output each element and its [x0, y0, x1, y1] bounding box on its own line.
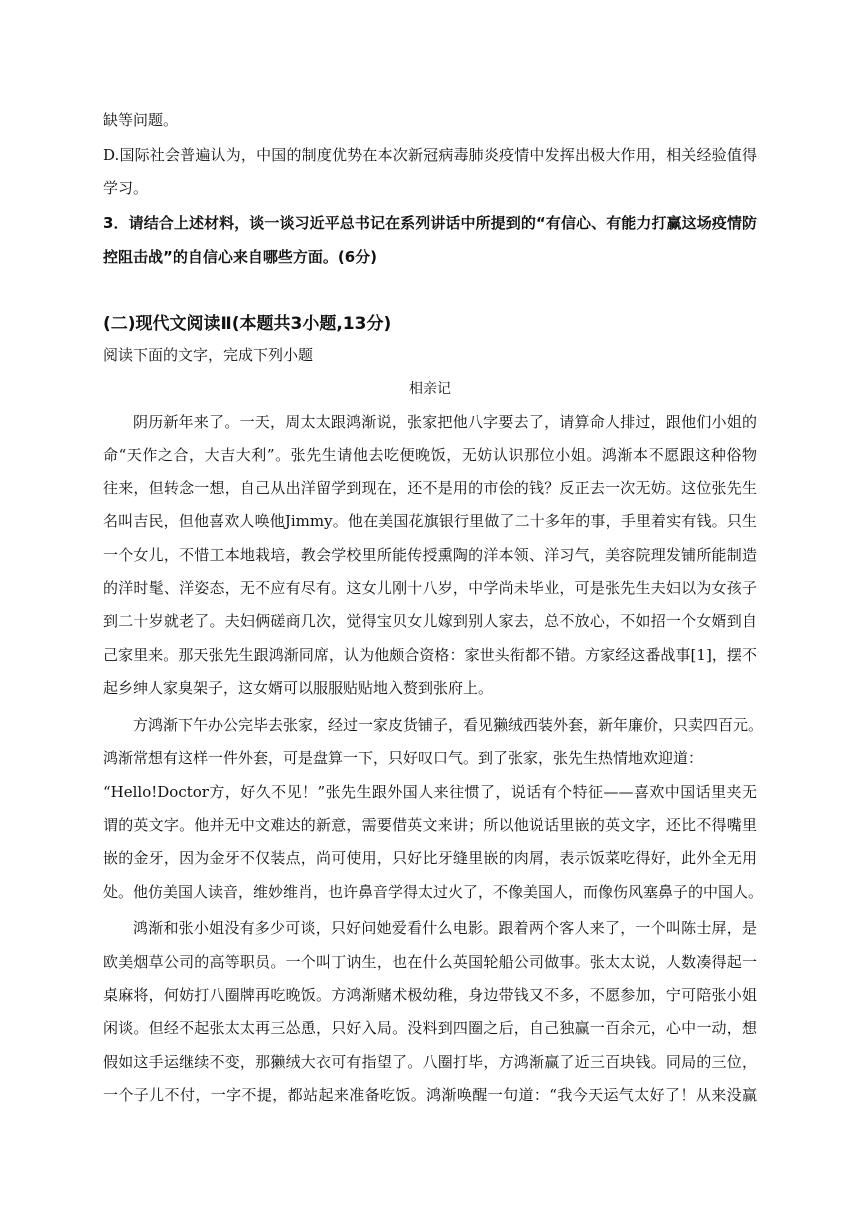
question-3-text: 3．请结合上述材料，谈一谈习近平总书记在系列讲话中所提到的“有信心、有能力打赢这场疫情防 — [103, 214, 757, 232]
option-d-text: D.国际社会普遍认为，中国的制度优势在本次新冠病毒肺炎疫情中发挥出极大作用，相关经验值得 — [103, 146, 757, 164]
article-line: 一个女儿，不惜工本地栽培，教会学校里所能传授熏陶的洋本领、洋习气，美容院理发铺所能制造 — [103, 546, 757, 564]
article-line: 的洋时髦、洋姿态，无不应有尽有。这女儿刚十八岁，中学尚未毕业，可是张先生夫妇以为女孩子 — [103, 579, 757, 597]
article-line: 假如这手运继续不变，那獭绒大衣可有指望了。八圈打毕，方鸿渐赢了近三百块钱。同局的三位， — [103, 1053, 757, 1071]
article-line: 己家里来。那天张先生跟鸿渐同席，认为他颇合资格：家世头衔都不错。方家经这番战事[1]，摆不 — [103, 646, 757, 664]
article-line: 鸿渐常想有这样一件外套，可是盘算一下，只好叹口气。到了张家，张先生热情地欢迎道： — [103, 749, 704, 767]
article-line: “Hello!Doctor方，好久不见！”张先生跟外国人来往惯了，说话有个特征——喜欢中国话里夹无 — [103, 783, 757, 801]
section-heading: (二)现代文阅读Ⅱ(本题共3小题,13分) — [103, 314, 392, 334]
article-line: 阴历新年来了。一天，周太太跟鸿渐说，张家把他八字要去了，请算命人排过，跟他们小姐的 — [133, 413, 757, 431]
article-line: 鸿渐和张小姐没有多少可谈，只好问她爱看什么电影。跟着两个客人来了，一个叫陈士屏，是 — [133, 919, 757, 937]
instruction-text: 阅读下面的文字，完成下列小题 — [103, 346, 314, 364]
article-title: 相亲记 — [409, 381, 451, 397]
option-d-text-continued: 学习。 — [103, 179, 149, 197]
article-line: 嵌的金牙，因为金牙不仅装点，尚可使用，只好比牙缝里嵌的肉屑，表示饭菜吃得好，此外全无用 — [103, 849, 757, 867]
question-3-text-continued: 控阻击战”的自信心来自哪些方面。(6分) — [103, 248, 378, 266]
text-line: 缺等问题。 — [103, 111, 179, 129]
article-line: 欧美烟草公司的高等职员。一个叫丁讷生，也在什么英国轮船公司做事。张太太说，人数凑得起一 — [103, 953, 757, 971]
article-line: 处。他仿美国人读音，维妙维肖，也许鼻音学得太过火了，不像美国人，而像伤风塞鼻子的中国人。 — [103, 883, 764, 901]
article-line: 谓的英文字。他并无中文难达的新意，需要借英文来讲；所以他说话里嵌的英文字，还比不得嘴里 — [103, 816, 757, 834]
article-line: 往来，但转念一想，自己从出洋留学到现在，还不是用的市侩的钱？反正去一次无妨。这位张先生 — [103, 479, 757, 497]
article-line: 命“天作之合，大吉大利”。张先生请他去吃便晚饭，无妨认识那位小姐。鸿渐本不愿跟这种俗物 — [103, 446, 757, 464]
article-line: 一个子儿不付，一字不提，都站起来准备吃饭。鸿渐唤醒一句道：“我今天运气太好了！从来没赢 — [103, 1086, 757, 1104]
article-line: 名叫吉民，但他喜欢人唤他Jimmy。他在美国花旗银行里做了二十多年的事，手里着实有钱。只生 — [103, 512, 757, 530]
article-line: 到二十岁就老了。夫妇俩磋商几次，觉得宝贝女儿嫁到别人家去，总不放心，不如招一个女婿到自 — [103, 612, 757, 630]
article-line: 起乡绅人家臭架子，这女婿可以服服贴贴地入赘到张府上。 — [103, 679, 494, 697]
article-line: 桌麻将，何妨打八圈牌再吃晚饭。方鸿渐赌术极幼稚，身边带钱又不多，不愿参加，宁可陪张小姐 — [103, 986, 757, 1004]
article-line: 方鸿渐下午办公完毕去张家，经过一家皮货铺子，看见獭绒西装外套，新年廉价，只卖四百元。 — [133, 716, 764, 734]
article-line: 闲谈。但经不起张太太再三怂恿，只好入局。没料到四圈之后，自己独赢一百余元，心中一动，想 — [103, 1019, 757, 1037]
